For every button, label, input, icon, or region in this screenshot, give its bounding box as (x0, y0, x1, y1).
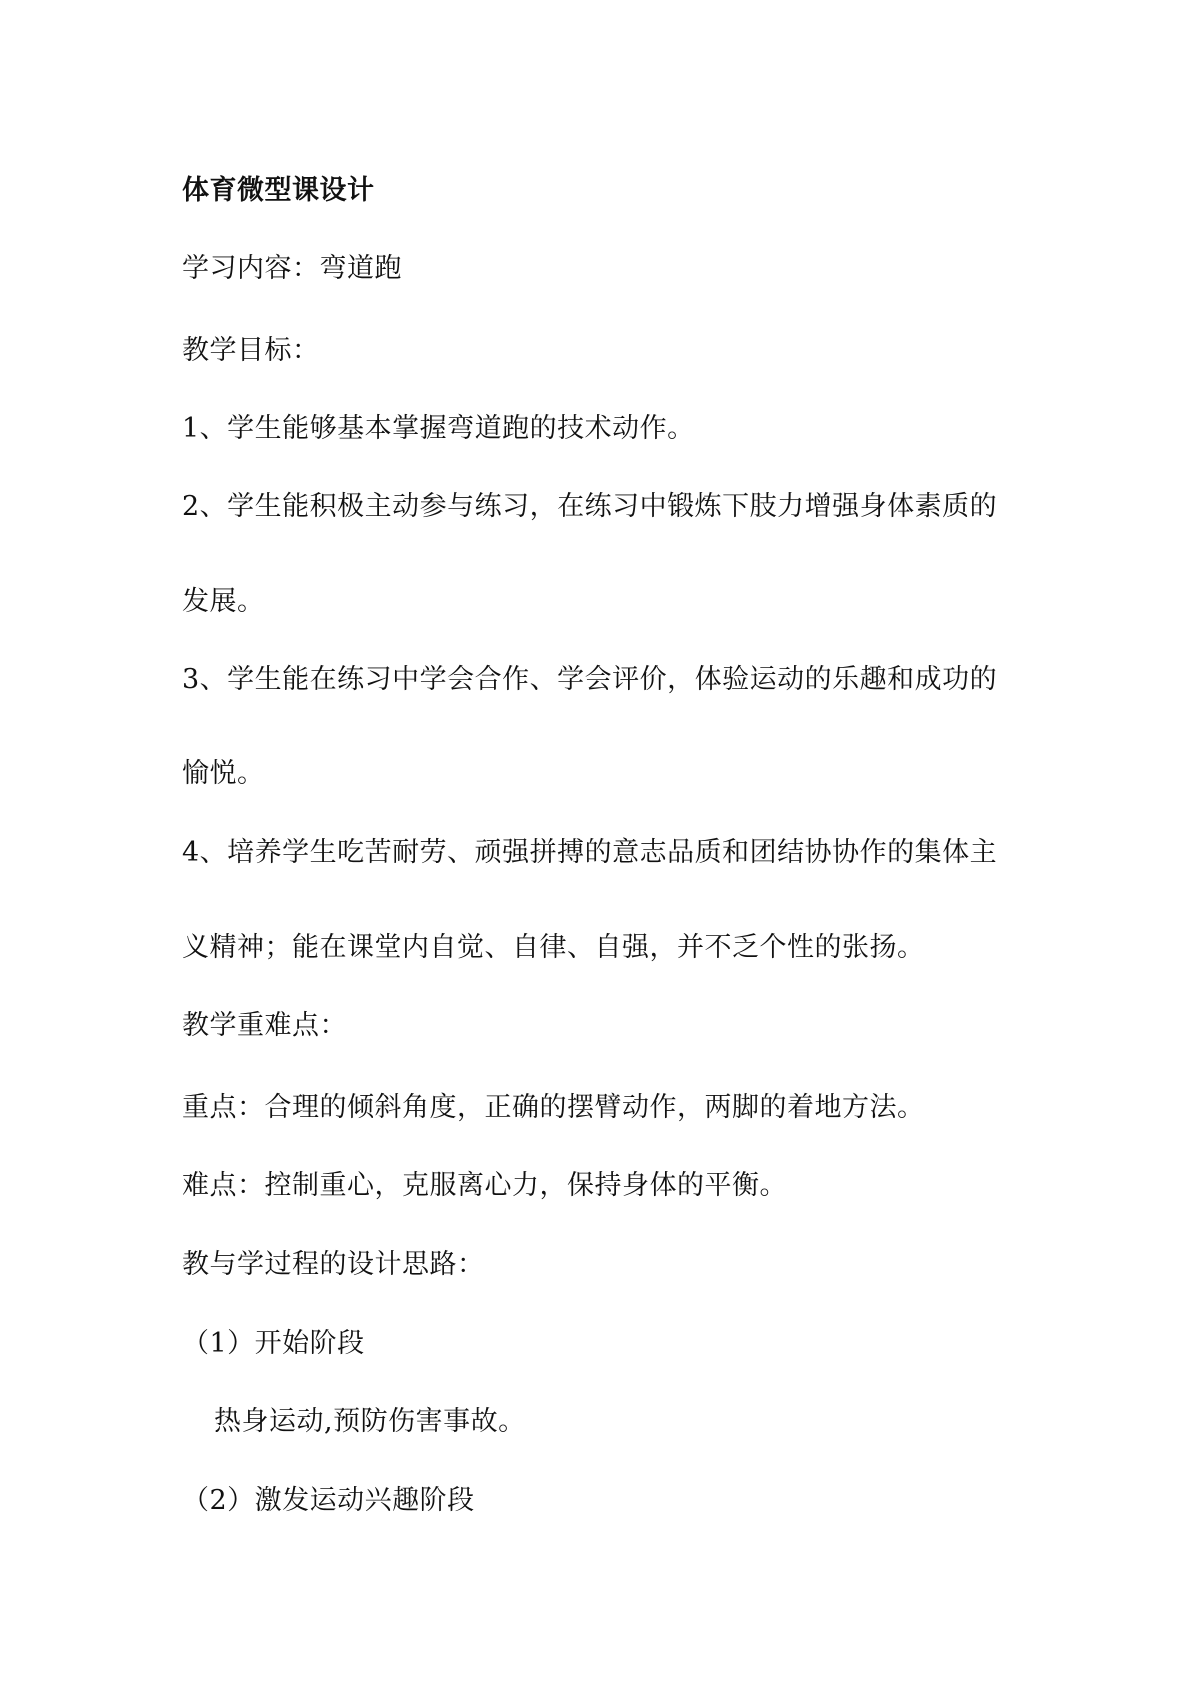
objective-1: 1、学生能够基本掌握弯道跑的技术动作。 (182, 413, 695, 444)
objective-2-line-1: 2、学生能积极主动参与练习，在练习中锻炼下肢力增强身体素质的 (182, 491, 998, 522)
objective-3-line-2: 愉悦。 (182, 758, 265, 789)
objectives-heading: 教学目标： (182, 335, 320, 366)
key-point-line: 重点：合理的倾斜角度，正确的摆臂动作，两脚的着地方法。 (182, 1092, 925, 1123)
objective-4-line-1: 4、培养学生吃苦耐劳、顽强拼搏的意志品质和团结协协作的集体主 (182, 837, 998, 868)
stage-2-heading: （2）激发运动兴趣阶段 (182, 1485, 475, 1516)
objective-3-line-1: 3、学生能在练习中学会合作、学会评价，体验运动的乐趣和成功的 (182, 664, 998, 695)
document-title: 体育微型课设计 (182, 175, 375, 206)
key-points-heading: 教学重难点： (182, 1010, 347, 1041)
difficulty-line: 难点：控制重心，克服离心力，保持身体的平衡。 (182, 1170, 787, 1201)
design-heading: 教与学过程的设计思路： (182, 1249, 485, 1280)
stage-1-detail: 热身运动,预防伤害事故。 (214, 1406, 526, 1437)
objective-2-line-2: 发展。 (182, 586, 265, 617)
stage-1-heading: （1）开始阶段 (182, 1328, 365, 1359)
objective-4-line-2: 义精神；能在课堂内自觉、自律、自强，并不乏个性的张扬。 (182, 932, 925, 963)
learning-content-line: 学习内容：弯道跑 (182, 253, 402, 284)
